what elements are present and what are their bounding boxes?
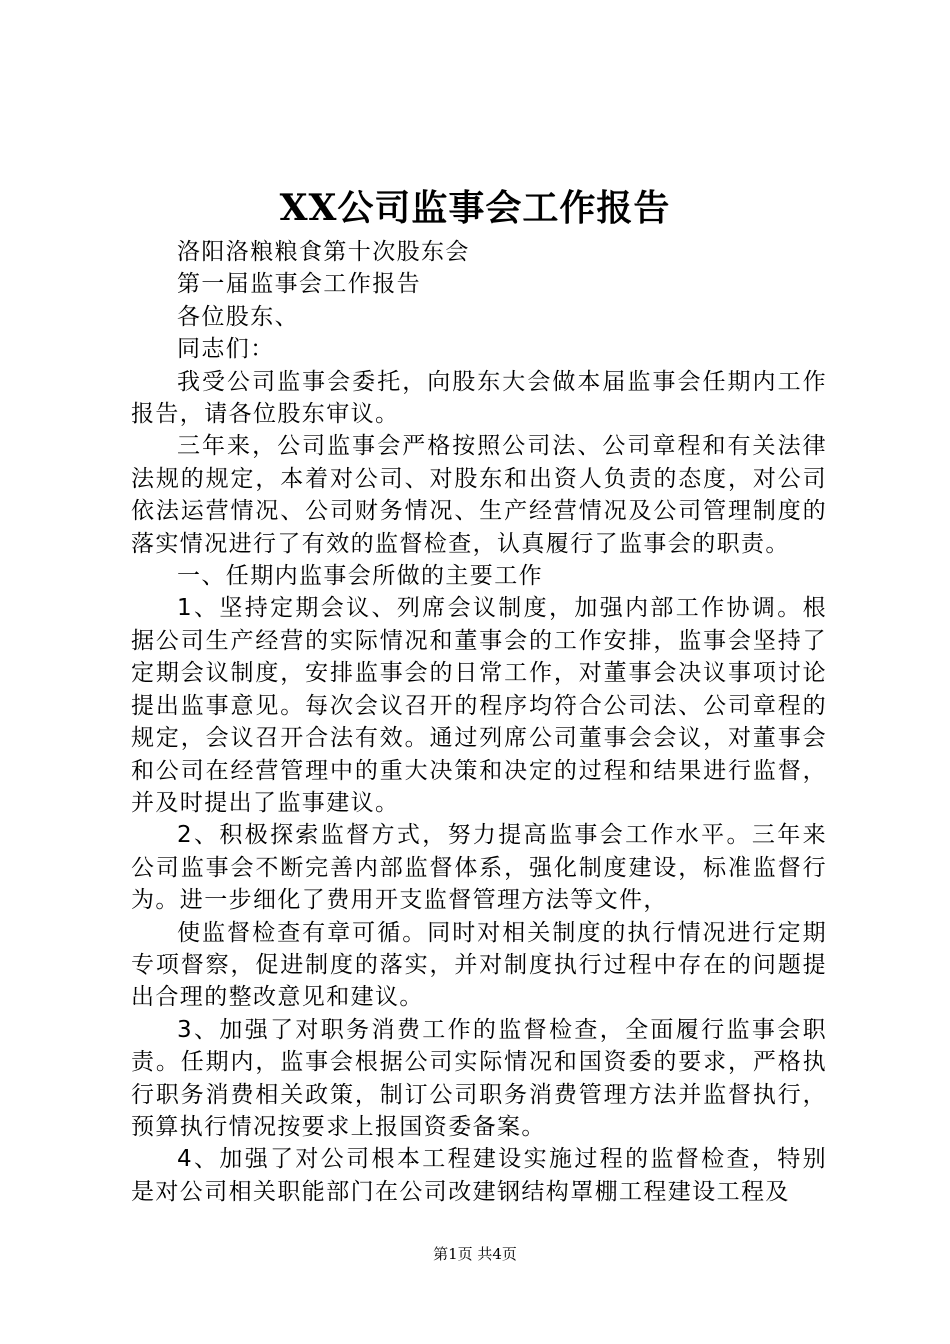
document-title: XX公司监事会工作报告 xyxy=(279,187,671,229)
paragraph-overview: 三年来，公司监事会严格按照公司法、公司章程和有关法律法规的规定，本着对公司、对股东和出资人负责的态度，对公司依法运营情况、公司财务情况、生产经营情况及公司管理制度的落实情况进行了有效的监督检查，认真履行了监事会的职责。 xyxy=(131,433,827,557)
paragraph-item-2: 2、积极探索监督方式，努力提高监事会工作水平。三年来公司监事会不断完善内部监督体系，强化制度建设，标准监督行为。进一步细化了费用开支监督管理方法等文件， xyxy=(131,822,827,914)
paragraph-salutation-2: 同志们： xyxy=(177,336,275,363)
document-body xyxy=(131,236,827,1208)
paragraph-meeting-name: 洛阳洛粮粮食第十次股东会 xyxy=(177,239,470,265)
paragraph-salutation-1: 各位股东、 xyxy=(177,303,299,330)
page-footer: 第1页 共4页 xyxy=(433,1245,517,1263)
paragraph-item-2-cont: 使监督检查有章可循。同时对相关制度的执行情况进行定期专项督察，促进制度的落实，并对制度执行过程中存在的问题提出合理的整改意见和建议。 xyxy=(131,919,827,1011)
section-heading-1: 一、任期内监事会所做的主要工作 xyxy=(177,563,543,590)
paragraph-report-name: 第一届监事会工作报告 xyxy=(177,271,421,298)
paragraph-item-3: 3、加强了对职务消费工作的监督检查，全面履行监事会职责。任期内，监事会根据公司实际情况和国资委的要求，严格执行职务消费相关政策，制订公司职务消费管理方法并监督执行，预算执行情况按要求上报国资委备案。 xyxy=(131,1016,827,1140)
paragraph-intro: 我受公司监事会委托，向股东大会做本届监事会任期内工作报告，请各位股东审议。 xyxy=(131,368,827,428)
paragraph-item-4: 4、加强了对公司根本工程建设实施过程的监督检查，特别是对公司相关职能部门在公司改建钢结构罩棚工程建设工程及 xyxy=(131,1146,827,1205)
paragraph-item-1: 1、坚持定期会议、列席会议制度，加强内部工作协调。根据公司生产经营的实际情况和董事会的工作安排，监事会坚持了定期会议制度，安排监事会的日常工作，对董事会决议事项讨论提出监事意见。每次会议召开的程序均符合公司法、公司章程的规定，会议召开合法有效。通过列席公司董事会会议，对董事会和公司在经营管理中的重大决策和决定的过程和结果进行监督，并及时提出了监事建议。 xyxy=(131,595,827,816)
